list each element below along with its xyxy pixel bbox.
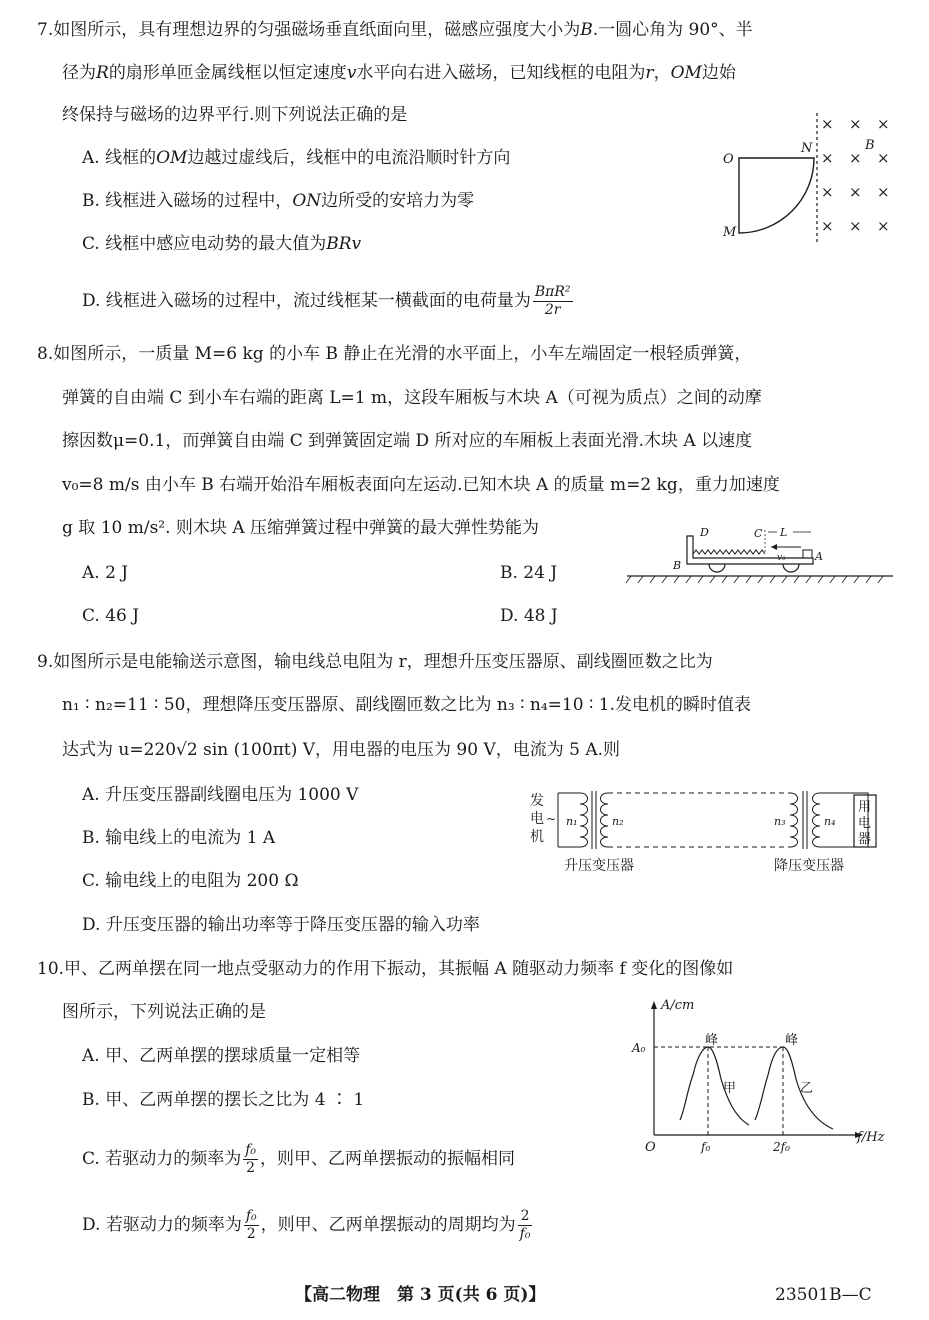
q10-fraction <box>243 1142 258 1177</box>
cross-icon: × <box>821 183 834 201</box>
q7-sector-frame <box>739 158 814 233</box>
q8-label-v0: v₀ <box>777 553 786 563</box>
q9-coil-n1 <box>580 793 588 847</box>
q10-frac-den: 2 <box>246 1160 256 1176</box>
q8-stem-line-2: 弹簧的自由端 C 到小车右端的距离 L=1 m，这段车厢板与木块 A（可视为质点）之间的动摩 <box>62 388 762 408</box>
cross-icon: × <box>849 217 862 235</box>
q10-label-yi: 乙 <box>800 1081 814 1096</box>
q10-label-f0: f₀ <box>701 1140 711 1154</box>
q9-coil-n3 <box>790 793 798 847</box>
q8-stem-line-5: g 取 10 m/s². 则木块 A 压缩弹簧过程中弹簧的最大弹性势能为 <box>62 518 540 538</box>
cross-icon: × <box>877 115 890 133</box>
cross-icon: × <box>849 183 862 201</box>
cross-icon: × <box>877 183 890 201</box>
q9-step-up-label: 升压变压器 <box>564 858 634 874</box>
q9-label-n2: n₂ <box>612 815 624 828</box>
q7-text: 边越过虚线后，线框中的电流沿顺时针方向 <box>187 148 511 168</box>
q7-text: D. 线框进入磁场的过程中，流过线框某一横截面的电荷量为 <box>82 291 531 311</box>
q10-frac-num: 2 <box>518 1208 533 1226</box>
q8-spring <box>693 550 765 554</box>
q10-text: ，则甲、乙两单摆振动的周期均为 <box>260 1215 516 1235</box>
q9-coil-n4 <box>813 793 821 847</box>
cross-icon: × <box>849 149 862 167</box>
arrow-up-icon <box>651 1001 657 1009</box>
q7-frac-num: BπR² <box>534 284 571 300</box>
q9-label-n3: n₃ <box>774 815 786 828</box>
q10-y-label: A/cm <box>661 998 695 1013</box>
q7-var-b: B <box>580 20 593 40</box>
q10-label-o: O <box>645 1140 656 1155</box>
q7-text: 边始 <box>701 63 736 83</box>
q8-option-b: B. 24 J <box>500 563 558 583</box>
q8-label-d: D <box>700 526 709 539</box>
q7-text: 水平向右进入磁场，已知线框的电阻为 <box>356 63 646 83</box>
q8-stem-line-1: 8.如图所示，一质量 M=6 kg 的小车 B 静止在光滑的水平面上，小车左端固定一根轻质弹簧， <box>37 344 752 364</box>
q8-block-a <box>803 550 812 558</box>
q10-text: ，则甲、乙两单摆振动的振幅相同 <box>260 1149 516 1169</box>
q9-stem-line-2: n₁ ∶ n₂=11 ∶ 50，理想降压变压器原、副线圈匝数之比为 n₃ ∶ n₄=10 ∶ 1.发电机的瞬时值表 <box>62 695 751 715</box>
q8-figure <box>625 524 895 586</box>
q7-label-b: B <box>865 138 875 153</box>
q7-fraction <box>533 284 573 319</box>
page-code: 23501B—C <box>775 1285 872 1305</box>
q10-frac-den: f₀ <box>519 1226 531 1242</box>
q8-label-c: C <box>754 527 763 540</box>
q10-option-c <box>82 1142 515 1177</box>
q10-frac-num: f₀ <box>245 1142 257 1158</box>
q7-text: A. 线框的 <box>82 148 157 168</box>
q10-label-peak: 峰 <box>705 1033 719 1048</box>
q8-wheel-right <box>783 564 799 572</box>
q7-stem-line-2 <box>62 61 736 85</box>
q7-option-a <box>82 146 510 170</box>
q7-var-v: v <box>346 63 357 83</box>
cross-icon: × <box>849 115 862 133</box>
q9-load-label: 器 <box>858 832 872 847</box>
q8-label-l: L <box>780 526 788 539</box>
q9-load-label: 电 <box>858 816 872 831</box>
q10-option-b: B. 甲、乙两单摆的摆长之比为 4 ∶ 1 <box>82 1090 365 1110</box>
q7-text: C. 线框中感应电动势的最大值为 <box>82 234 327 254</box>
arrow-left-icon <box>771 544 777 550</box>
q7-label-m: M <box>723 225 737 240</box>
q7-text: ， <box>653 63 671 83</box>
q8-label-b: B <box>673 559 682 572</box>
q9-option-d: D. 升压变压器的输出功率等于降压变压器的输入功率 <box>82 915 480 935</box>
q8-option-a: A. 2 J <box>82 563 129 583</box>
q7-option-c <box>82 232 361 256</box>
q8-label-a: A <box>815 550 823 563</box>
q9-generator-label: 发 <box>530 793 544 809</box>
cross-icon: × <box>821 115 834 133</box>
q7-field-crosses <box>821 115 890 235</box>
cross-icon: × <box>821 217 834 235</box>
q10-figure <box>625 995 900 1157</box>
q8-ground-hatch <box>626 576 883 583</box>
q10-option-d <box>82 1208 534 1243</box>
q10-fraction <box>518 1208 533 1243</box>
q7-var-r-resistance: r <box>645 63 654 83</box>
q10-stem-line-1: 10.甲、乙两单摆在同一地点受驱动力的作用下振动，其振幅 A 随驱动力频率 f 变化的图像如 <box>37 959 734 979</box>
q10-stem-line-2: 图所示，下列说法正确的是 <box>62 1002 266 1022</box>
cross-icon: × <box>877 149 890 167</box>
q9-generator-label: 电 <box>530 811 544 827</box>
q9-step-down-label: 降压变压器 <box>774 858 844 874</box>
q9-label-n4: n₄ <box>824 815 836 828</box>
q7-var-on: ON <box>292 191 322 211</box>
q8-wheel-left <box>709 564 725 572</box>
q7-frac-den: 2r <box>544 302 561 318</box>
cross-icon: × <box>821 149 834 167</box>
q7-text: 7.如图所示，具有理想边界的匀强磁场垂直纸面向里，磁感应强度大小为 <box>37 20 581 40</box>
q7-option-d <box>82 284 575 319</box>
q8-stem-line-4: v₀=8 m/s 由小车 B 右端开始沿车厢板表面向左运动.已知木块 A 的质量 m=2 kg，重力加速度 <box>62 475 780 495</box>
q10-curve-yi <box>755 1047 833 1129</box>
q10-x-label: f/Hz <box>857 1130 885 1145</box>
q9-stem-line-3: 达式为 u=220√2 sin (100πt) V，用电器的电压为 90 V，电流为 5 A.则 <box>62 740 621 760</box>
q7-text: 边所受的安培力为零 <box>321 191 475 211</box>
q10-text: C. 若驱动力的频率为 <box>82 1149 242 1169</box>
q9-option-b: B. 输电线上的电流为 1 A <box>82 828 276 848</box>
q9-generator-label: 机 <box>530 829 544 845</box>
q10-frac-den: 2 <box>246 1226 256 1242</box>
q7-text: B. 线框进入磁场的过程中， <box>82 191 293 211</box>
q7-stem-line-3: 终保持与磁场的边界平行.则下列说法正确的是 <box>62 105 408 125</box>
q7-stem-line-1 <box>37 18 753 42</box>
q9-option-a: A. 升压变压器副线圈电压为 1000 V <box>82 785 359 805</box>
q10-option-a: A. 甲、乙两单摆的摆球质量一定相等 <box>82 1046 361 1066</box>
q9-label-n1: n₁ <box>566 815 578 828</box>
q9-option-c: C. 输电线上的电阻为 200 Ω <box>82 871 299 891</box>
q7-var-r-radius: R <box>96 63 109 83</box>
q7-label-n: N <box>801 141 813 156</box>
q7-var-om: OM <box>670 63 702 83</box>
q10-frac-num: f₀ <box>245 1208 257 1224</box>
q7-figure <box>715 108 905 246</box>
q7-text: 的扇形单匝金属线框以恒定速度 <box>108 63 347 83</box>
q7-label-o: O <box>723 152 734 167</box>
q10-label-2f0: 2f₀ <box>773 1140 790 1154</box>
q8-option-c: C. 46 J <box>82 606 140 626</box>
q9-coil-n2 <box>601 793 609 847</box>
q7-text: .一圆心角为 90°、半 <box>592 20 753 40</box>
q7-option-b <box>82 189 474 213</box>
q9-figure <box>528 785 888 880</box>
q10-text: D. 若驱动力的频率为 <box>82 1215 242 1235</box>
generator-symbol-icon: ~ <box>546 812 557 826</box>
q10-fraction <box>244 1208 259 1243</box>
q10-curve-jia <box>680 1047 749 1125</box>
cross-icon: × <box>877 217 890 235</box>
q7-var-om: OM <box>156 148 188 168</box>
q9-load-label: 用 <box>858 800 872 815</box>
q9-stem-line-1: 9.如图所示是电能输送示意图，输电线总电阻为 r，理想升压变压器原、副线圈匝数之比为 <box>37 652 713 672</box>
q7-text: 径为 <box>62 63 96 83</box>
q10-label-peak: 峰 <box>785 1033 799 1048</box>
page-footer: 【高二物理 第 3 页(共 6 页)】 <box>295 1285 546 1305</box>
q7-expr-brv: BRv <box>326 234 362 254</box>
q8-option-d: D. 48 J <box>500 606 558 626</box>
q8-stem-line-3: 擦因数μ=0.1，而弹簧自由端 C 到弹簧固定端 D 所对应的车厢板上表面光滑.木块 A 以速度 <box>62 431 753 451</box>
q10-label-jia: 甲 <box>723 1081 737 1096</box>
q10-label-a0: A₀ <box>632 1041 646 1055</box>
